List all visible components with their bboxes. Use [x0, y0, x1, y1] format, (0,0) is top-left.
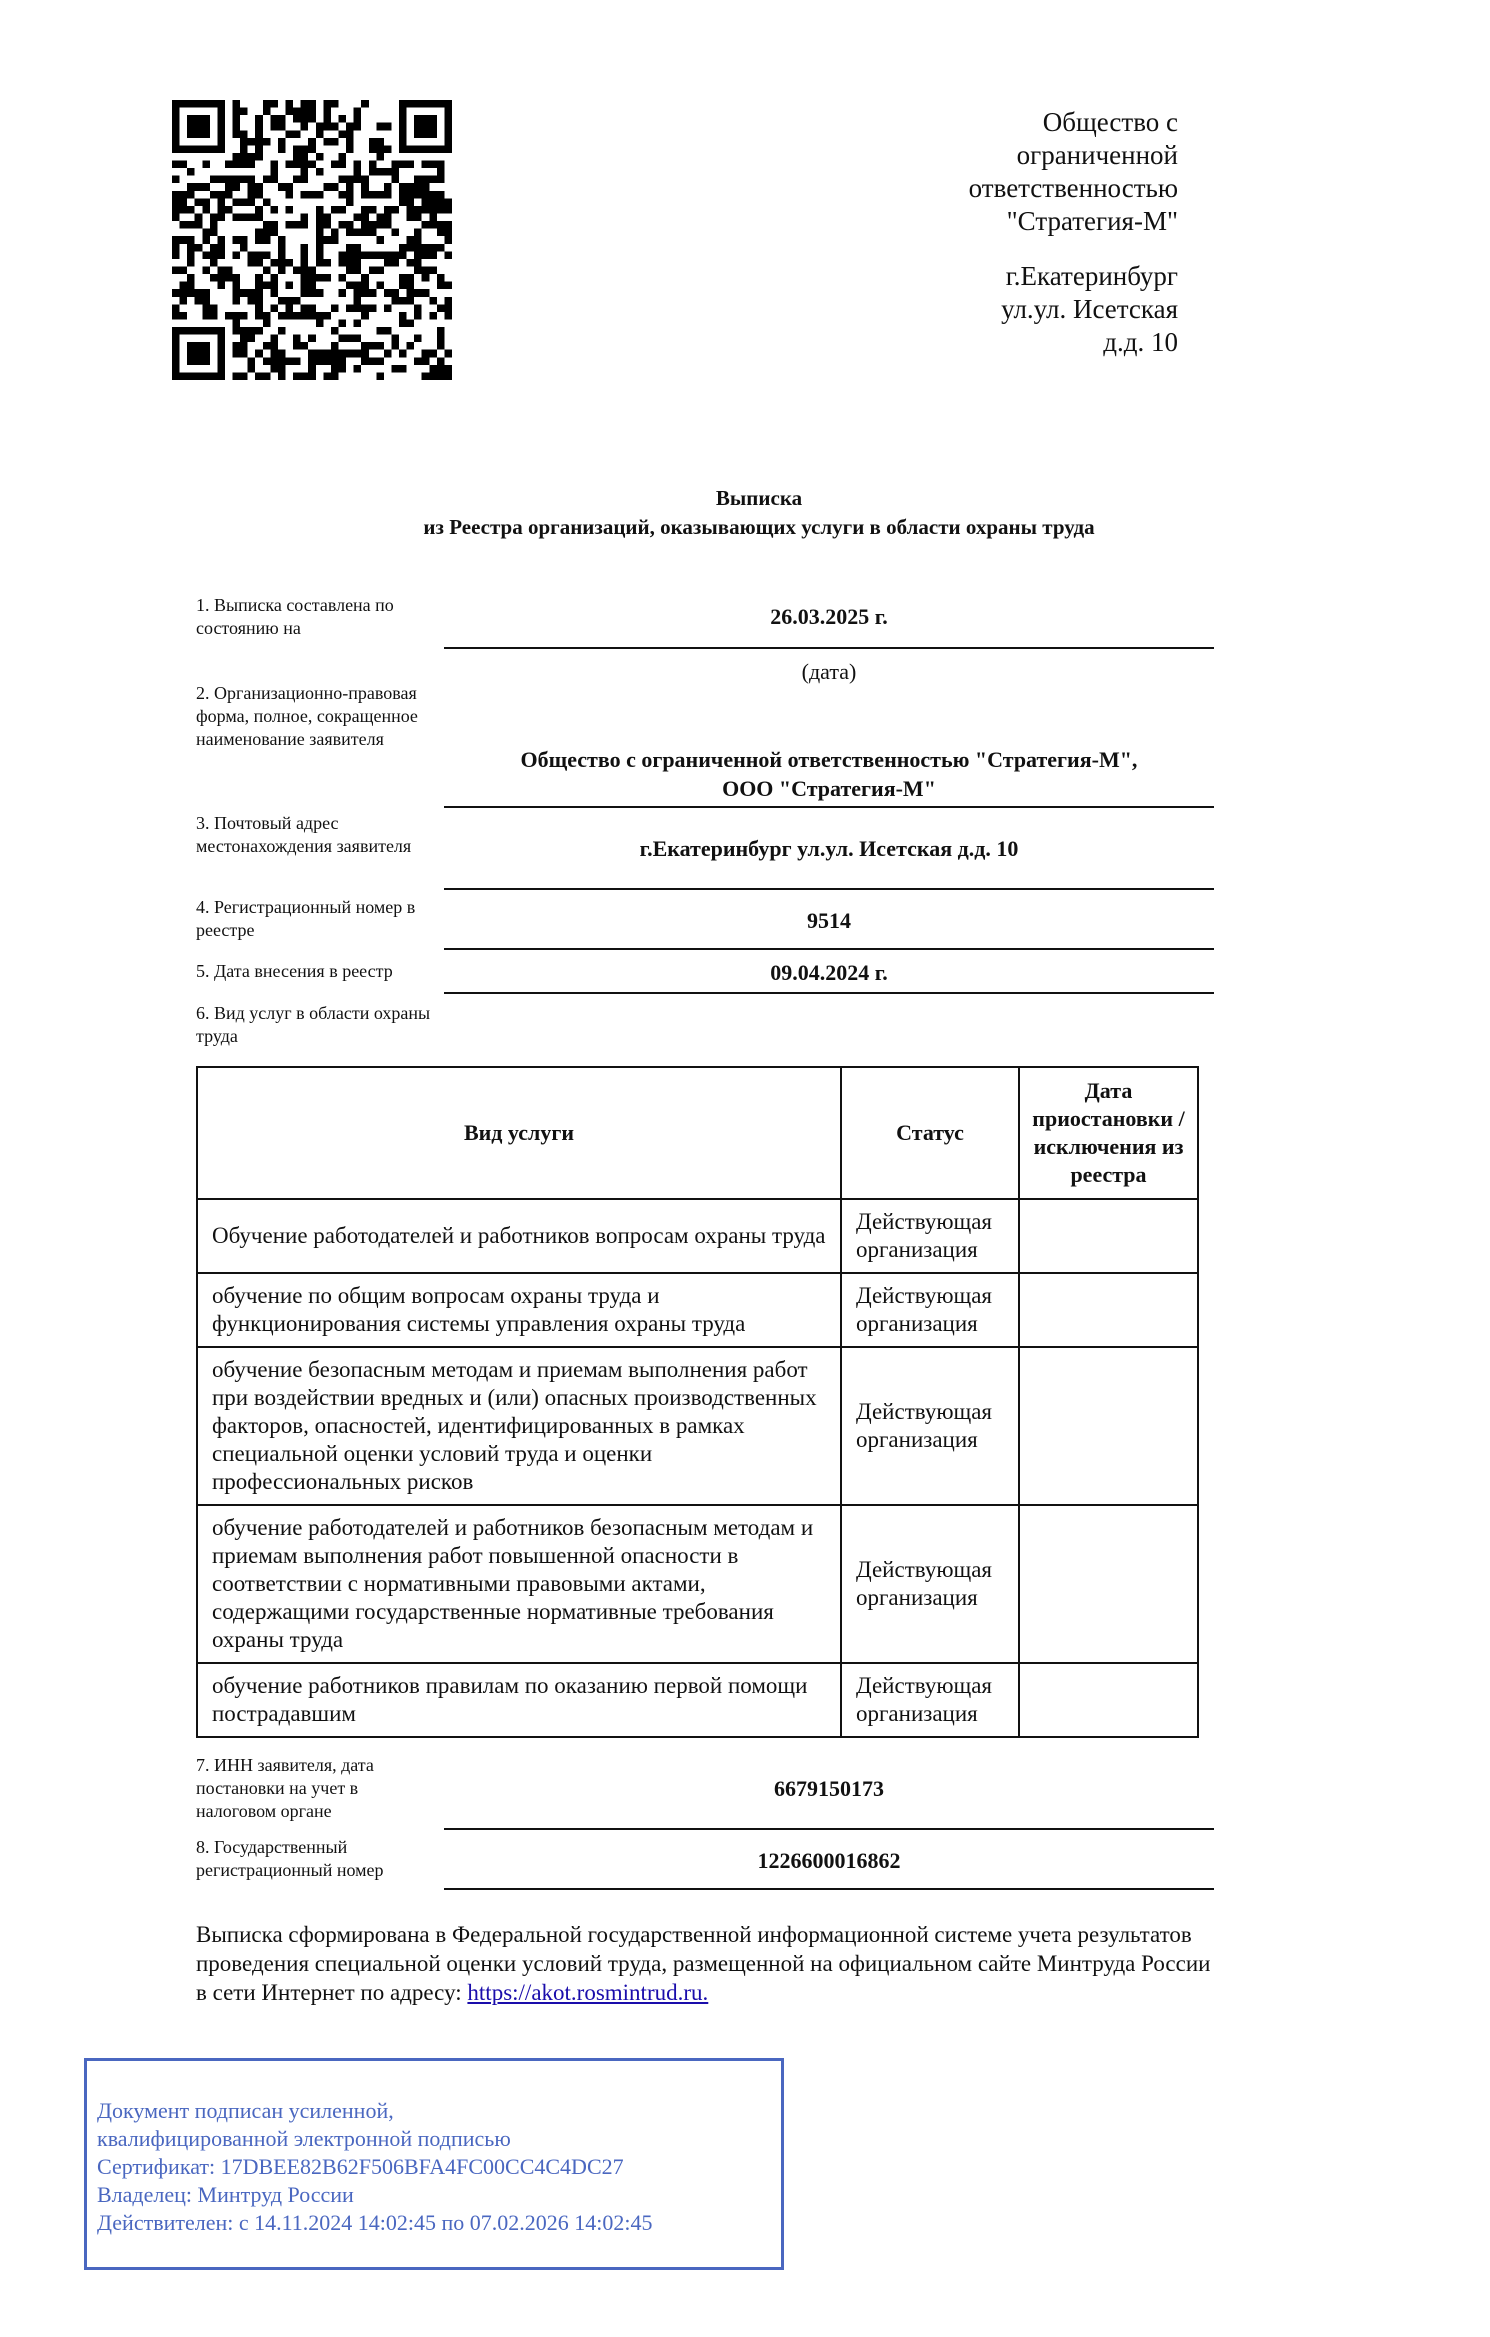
signature-stamp — [84, 2058, 784, 2270]
recipient-name — [778, 106, 1178, 238]
signature-owner: Владелец: Минтруд России — [97, 2182, 354, 2207]
table-row — [197, 1663, 1198, 1737]
field-8-value: 1226600016862 — [757, 1848, 901, 1873]
field-1-label: 1. Выписка составлена по состоянию на — [196, 595, 394, 638]
signature-certificate: Сертификат: 17DBEE82B62F506BFA4FC00CC4C4DC27 — [97, 2154, 624, 2179]
field-3-rule — [444, 888, 1214, 890]
status-cell: Действующая организация — [841, 1663, 1019, 1737]
service-cell: обучение работодателей и работников безопасным методам и приемам выполнения работ повышенной опасности в соответствии с нормативными правовыми актами, содержащими государственные нормативные требования охраны труда — [197, 1505, 841, 1663]
column-header-date: Дата приостановки / исключения из реестра — [1019, 1067, 1198, 1199]
date-cell — [1019, 1347, 1198, 1505]
field-1-rule — [444, 647, 1214, 649]
recipient-address-line: д.д. 10 — [1103, 327, 1178, 357]
footer-text: Выписка сформирована в Федеральной государственной информационной системе учета результатов проведения специальной оценки условий труда, размещенной на официальном сайте Минтруда России в сети Интернет по адресу: — [196, 1922, 1211, 2005]
status-cell: Действующая организация — [841, 1273, 1019, 1347]
column-header-status: Статус — [841, 1067, 1019, 1199]
service-cell: обучение по общим вопросам охраны труда и функционирования системы управления охраны труда — [197, 1273, 841, 1347]
recipient-name-line: ответственностью — [968, 173, 1178, 203]
services-table — [196, 1066, 1199, 1738]
column-header-service: Вид услуги — [197, 1067, 841, 1199]
status-cell: Действующая организация — [841, 1505, 1019, 1663]
table-row — [197, 1347, 1198, 1505]
recipient-name-line: ограниченной — [1016, 140, 1178, 170]
field-2-value — [444, 745, 1214, 803]
footer-note — [196, 1920, 1226, 2007]
table-row — [197, 1273, 1198, 1347]
field-7-rule — [444, 1828, 1214, 1830]
recipient-block — [778, 106, 1178, 359]
field-7-label: 7. ИНН заявителя, дата постановки на учет в налоговом органе — [196, 1755, 374, 1821]
date-cell — [1019, 1273, 1198, 1347]
status-cell: Действующая организация — [841, 1347, 1019, 1505]
table-header-row — [197, 1067, 1198, 1199]
recipient-name-line: Общество с — [1042, 107, 1178, 137]
recipient-address — [778, 260, 1178, 359]
document-title: Выписка — [715, 486, 803, 510]
field-8-label: 8. Государственный регистрационный номер — [196, 1837, 384, 1880]
field-2-rule — [444, 806, 1214, 808]
date-cell — [1019, 1505, 1198, 1663]
field-4-value: 9514 — [807, 908, 851, 933]
field-6-label: 6. Вид услуг в области охраны труда — [196, 1003, 431, 1046]
field-7-value: 6679150173 — [774, 1776, 884, 1801]
recipient-address-line: ул.ул. Исетская — [1001, 294, 1178, 324]
field-2-label: 2. Организационно-правовая форма, полное, сокращенное наименование заявителя — [196, 683, 418, 749]
date-cell — [1019, 1199, 1198, 1273]
status-cell: Действующая организация — [841, 1199, 1019, 1273]
field-1-value: 26.03.2025 г. — [770, 604, 888, 629]
service-cell: обучение безопасным методам и приемам выполнения работ при воздействии вредных и (или) опасных производственных факторов, опасностей, идентифицированных в рамках специальной оценки условий труда и оценки профессиональных рисков — [197, 1347, 841, 1505]
signature-line: Документ подписан усиленной, — [97, 2098, 394, 2123]
field-1-caption: (дата) — [801, 659, 857, 684]
table-row — [197, 1199, 1198, 1273]
service-cell: Обучение работодателей и работников вопросам охраны труда — [197, 1199, 841, 1273]
signature-validity: Действителен: с 14.11.2024 14:02:45 по 07.02.2026 14:02:45 — [97, 2210, 653, 2235]
service-cell: обучение работников правилам по оказанию первой помощи пострадавшим — [197, 1663, 841, 1737]
field-3-label: 3. Почтовый адрес местонахождения заявителя — [196, 813, 412, 856]
signature-line: квалифицированной электронной подписью — [97, 2126, 511, 2151]
field-5-label: 5. Дата внесения в реестр — [196, 961, 393, 981]
recipient-name-line: "Стратегия-М" — [1006, 206, 1178, 236]
field-5-rule — [444, 992, 1214, 994]
recipient-address-line: г.Екатеринбург — [1005, 261, 1178, 291]
registry-link[interactable]: https://akot.rosmintrud.ru. — [467, 1980, 709, 2005]
field-2-value-line: ООО "Стратегия-М" — [722, 776, 936, 801]
field-2-value-line: Общество с ограниченной ответственностью "Стратегия-М", — [520, 747, 1138, 772]
document-subtitle: из Реестра организаций, оказывающих услуги в области охраны труда — [423, 515, 1095, 539]
qr-code-icon — [172, 100, 452, 380]
table-row — [197, 1505, 1198, 1663]
field-5-value: 09.04.2024 г. — [770, 960, 888, 985]
date-cell — [1019, 1663, 1198, 1737]
field-4-rule — [444, 948, 1214, 950]
field-3-value: г.Екатеринбург ул.ул. Исетская д.д. 10 — [639, 836, 1019, 861]
field-4-label: 4. Регистрационный номер в реестре — [196, 897, 416, 940]
document-title-block — [0, 484, 1490, 542]
field-8-rule — [444, 1888, 1214, 1890]
